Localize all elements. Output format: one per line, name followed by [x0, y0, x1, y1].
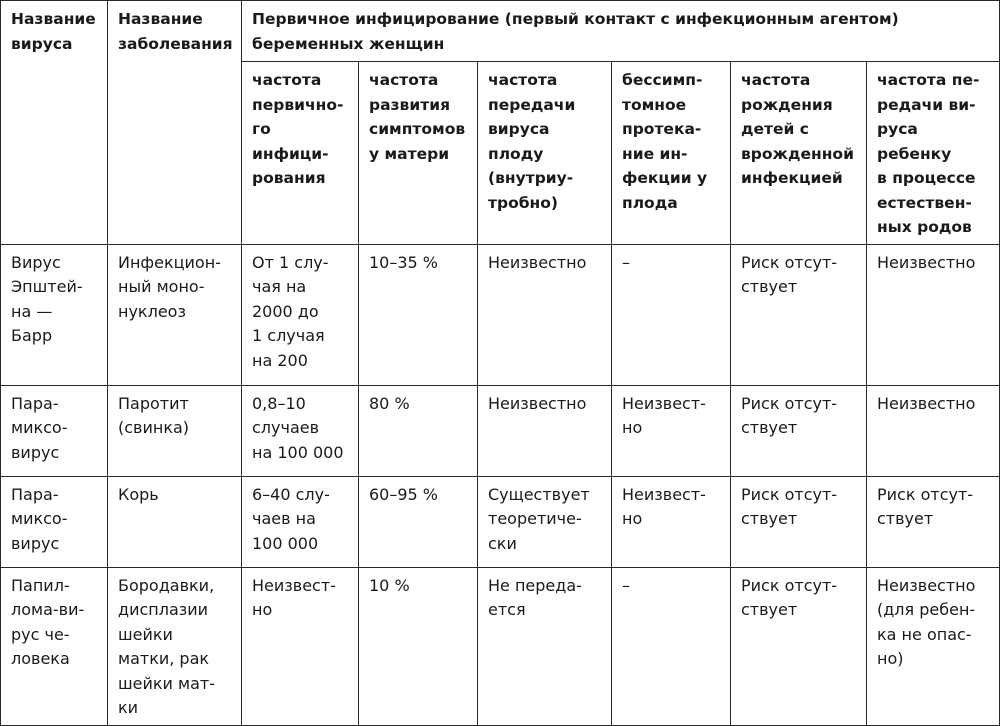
table-row [1, 567, 1000, 725]
cell-asymptomatic-fetal-infection: – [612, 567, 731, 725]
cell-maternal-symptoms-rate: 80 % [359, 385, 478, 476]
cell-congenital-infection-birth-rate: Риск отсут- ствует [731, 244, 867, 385]
cell-disease: Бородавки, дисплазии шейки матки, рак шейки мат- ки [108, 567, 242, 725]
cell-primary-infection-rate: 6–40 слу- чаев на 100 000 [242, 476, 359, 567]
cell-maternal-symptoms-rate: 10 % [359, 567, 478, 725]
header-birth-transmission-rate: частота пе- редачи ви- руса ребенку в процессе естествен- ных родов [867, 62, 1000, 245]
cell-congenital-infection-birth-rate: Риск отсут- ствует [731, 385, 867, 476]
table-row [1, 476, 1000, 567]
cell-disease: Паротит (свинка) [108, 385, 242, 476]
cell-primary-infection-rate: От 1 слу- чая на 2000 до 1 случая на 200 [242, 244, 359, 385]
header-primary-infection-rate: частота первично- го инфици- рования [242, 62, 359, 245]
cell-asymptomatic-fetal-infection: Неизвест- но [612, 385, 731, 476]
cell-fetal-transmission-rate: Не переда- ется [478, 567, 612, 725]
cell-congenital-infection-birth-rate: Риск отсут- ствует [731, 567, 867, 725]
cell-disease: Корь [108, 476, 242, 567]
cell-virus: Вирус Эпштей- на — Барр [1, 244, 108, 385]
header-fetal-transmission-rate: частота передачи вируса плоду (внутриу- тробно) [478, 62, 612, 245]
cell-birth-transmission-rate: Неизвестно [867, 385, 1000, 476]
cell-primary-infection-rate: 0,8–10 случаев на 100 000 [242, 385, 359, 476]
table-row [1, 244, 1000, 385]
header-maternal-symptoms-rate: частота развития симптомов у матери [359, 62, 478, 245]
cell-birth-transmission-rate: Неизвестно [867, 244, 1000, 385]
table-row [1, 385, 1000, 476]
cell-maternal-symptoms-rate: 60–95 % [359, 476, 478, 567]
cell-virus: Пара- миксо- вирус [1, 476, 108, 567]
cell-fetal-transmission-rate: Существует теоретиче- ски [478, 476, 612, 567]
header-disease-name: Название заболевания [108, 1, 242, 245]
cell-asymptomatic-fetal-infection: – [612, 244, 731, 385]
cell-birth-transmission-rate: Риск отсут- ствует [867, 476, 1000, 567]
header-virus-name: Название вируса [1, 1, 108, 245]
cell-birth-transmission-rate: Неизвестно (для ребен- ка не опас- но) [867, 567, 1000, 725]
header-congenital-infection-birth-rate: частота рождения детей с врожденной инфекцией [731, 62, 867, 245]
cell-fetal-transmission-rate: Неизвестно [478, 244, 612, 385]
cell-congenital-infection-birth-rate: Риск отсут- ствует [731, 476, 867, 567]
cell-fetal-transmission-rate: Неизвестно [478, 385, 612, 476]
cell-asymptomatic-fetal-infection: Неизвест- но [612, 476, 731, 567]
cell-primary-infection-rate: Неизвест- но [242, 567, 359, 725]
header-asymptomatic-fetal-infection: бессимп- томное протека- ние ин- фекции у плода [612, 62, 731, 245]
cell-virus: Папил- лома-ви- рус че- ловека [1, 567, 108, 725]
header-row-1 [1, 1, 1000, 62]
cell-disease: Инфекцион- ный моно- нуклеоз [108, 244, 242, 385]
header-primary-infection: Первичное инфицирование (первый контакт с инфекционным агентом) беременных женщин [242, 1, 1000, 62]
cell-virus: Пара- миксо- вирус [1, 385, 108, 476]
cell-maternal-symptoms-rate: 10–35 % [359, 244, 478, 385]
